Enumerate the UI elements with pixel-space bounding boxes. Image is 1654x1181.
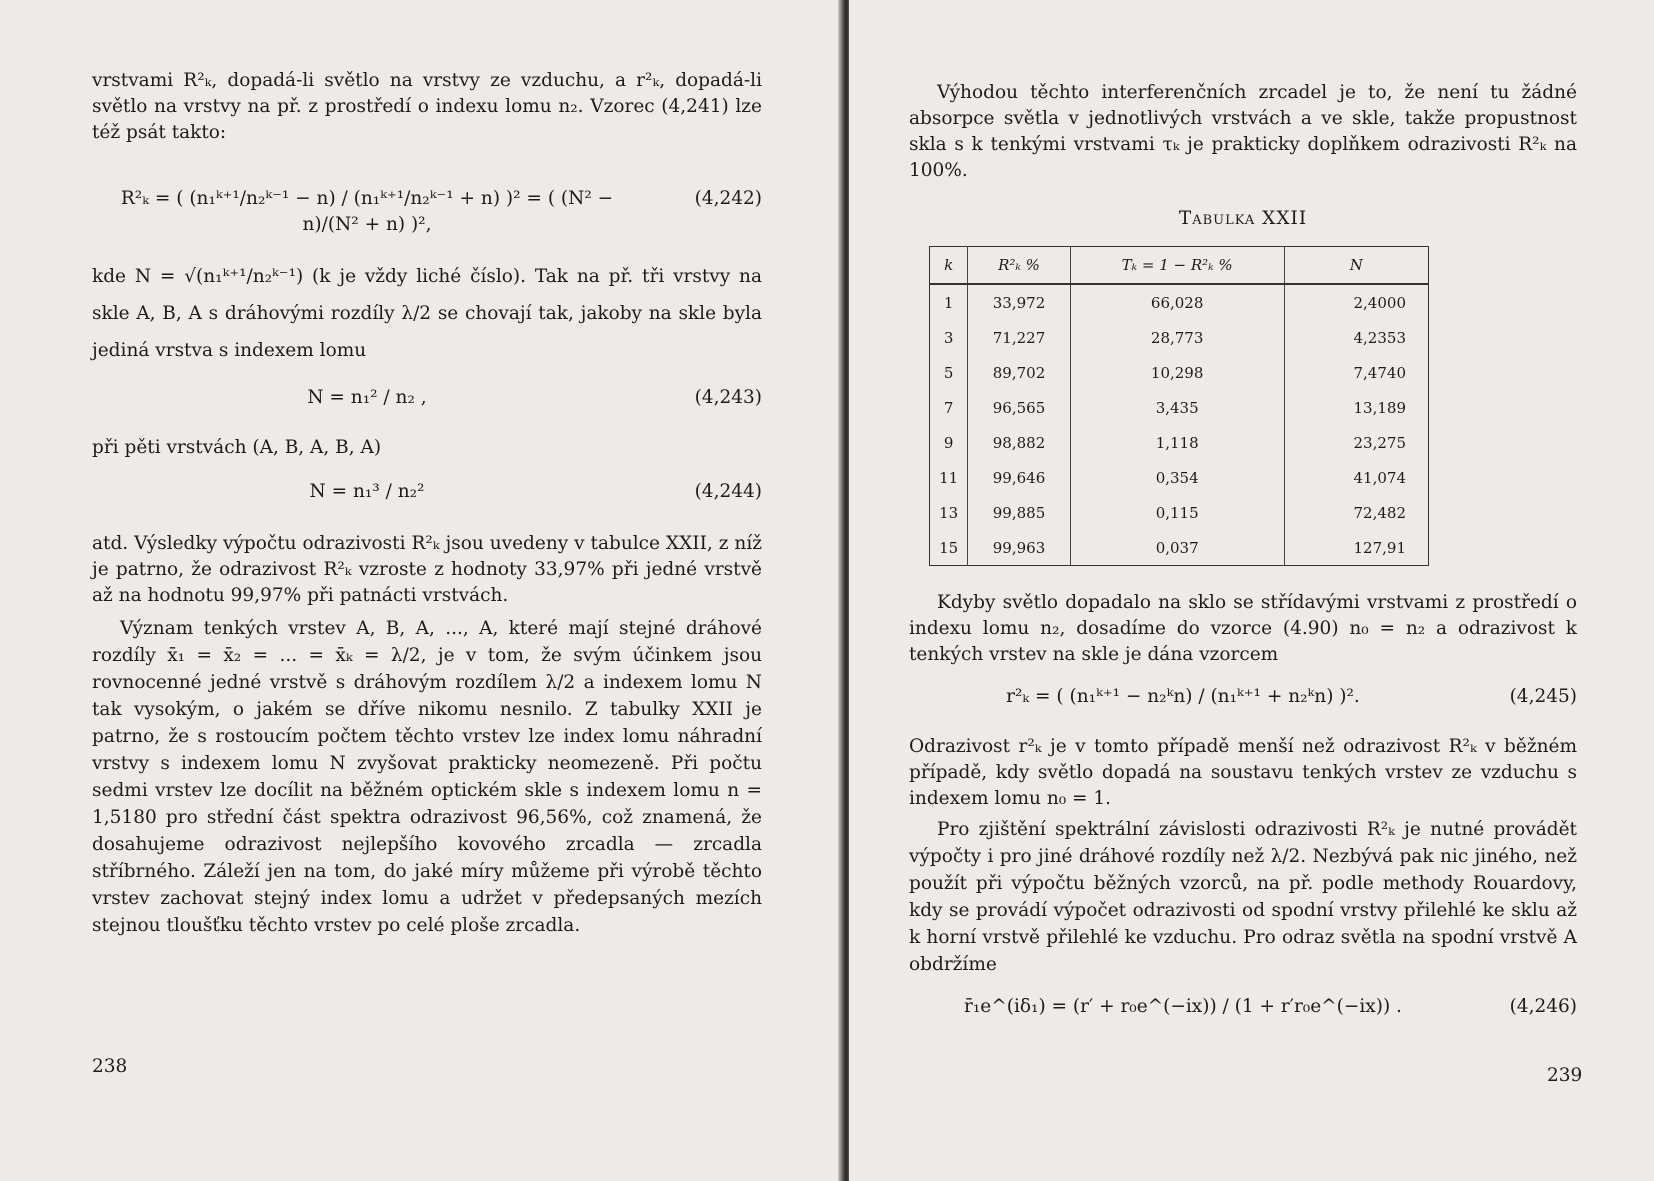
table-header-row: [930, 247, 1429, 285]
table-cell: 11: [939, 468, 959, 487]
table-cell: 2,4000: [1284, 284, 1428, 320]
equation-4242: R²ₖ = ( (n₁ᵏ⁺¹/n₂ᵏ⁻¹ − n) / (n₁ᵏ⁺¹/n₂ᵏ⁻¹ + n) )² = ( (N² − n)/(N² + n) )², (4,242): [120, 188, 762, 235]
table-cell: 1: [943, 293, 954, 312]
table-row: [930, 425, 1429, 460]
table-cell: 127,91: [1284, 530, 1428, 566]
table-cell: 98,882: [968, 425, 1070, 460]
table-cell: 96,565: [968, 390, 1070, 425]
equation-4243: N = n₁² / n₂ , (4,243): [307, 387, 762, 408]
table-cell: 0,115: [1070, 495, 1284, 530]
table-cell: 5: [943, 363, 954, 382]
paragraph: Význam tenkých vrstev A, B, A, ..., A, které mají stejné dráhové rozdíly x̄₁ = x̄₂ = ... = x̄ₖ = λ/2, je v tom, že svým účinkem jsou rovnocenné jedné vrstvě s dráhovým rozdílem λ/2 a indexem lomu N tak vysokým, o jakém se dříve nikomu nesnilo. Z tabulky XXII je patrno, že s rostoucím počtem těchto vrstev lze index lomu náhradní vrstvy s indexem lomu N zvyšovat prakticky neomezeně. Při počtu sedmi vrstev lze docílit na běžném optickém skle s indexem lomu n = 1,5180 pro střední část spektra odrazivost 96,56%, což znamená, že dosahujeme odrazivost nejlepšího kovového zrcadla — zrcadla stříbrného. Záleží jen na tom, do jaké míry můžeme při výrobě těchto vrstev zachovat stejný index lomu a udržet v předepsaných mezích stejnou tloušťku těchto vrstev po celé ploše zrcadla.: [92, 618, 762, 936]
table-cell: 1,118: [1070, 425, 1284, 460]
table-row: [930, 320, 1429, 355]
left-text-column: [92, 68, 762, 939]
table-cell: 66,028: [1070, 284, 1284, 320]
table-cell: 7,4740: [1284, 355, 1428, 390]
paragraph: vrstvami R²ₖ, dopadá-li světlo na vrstvy ze vzduchu, a r²ₖ, dopadá-li světlo na vrstvy na př. z prostředí o indexu lomu n₂. Vzorec (4,241) lze též psát takto:: [92, 70, 762, 143]
table-cell: 3,435: [1070, 390, 1284, 425]
table-row: [930, 495, 1429, 530]
table-cell: 41,074: [1284, 460, 1428, 495]
table-cell: 99,885: [968, 495, 1070, 530]
table-cell: 15: [939, 538, 959, 557]
table-cell: 0,354: [1070, 460, 1284, 495]
table-cell: 89,702: [968, 355, 1070, 390]
table-row: [930, 390, 1429, 425]
table-header-cell: k: [930, 247, 968, 285]
table-cell: 7: [943, 398, 954, 417]
right-text-column: [909, 80, 1577, 1044]
table-cell: 28,773: [1070, 320, 1284, 355]
table-cell: 4,2353: [1284, 320, 1428, 355]
page-number: 238: [92, 1056, 128, 1077]
paragraph: Pro zjištění spektrální závislosti odrazivosti R²ₖ je nutné provádět výpočty i pro jiné dráhové rozdíly než λ/2. Nezbývá pak nic jiného, než použít při výpočtu běžných vzorců, na př. podle methody Rouardovy, kdy se provádí výpočet odrazivosti od spodní vrstvy přilehlé ke sklu až k horní vrstvě přilehlé ke vzduchu. Pro odraz světla na spodní vrstvě A obdržíme: [909, 819, 1577, 975]
table-caption: Tabulka XXII: [1178, 208, 1308, 229]
table-row: [930, 530, 1429, 566]
paragraph: atd. Výsledky výpočtu odrazivosti R²ₖ jsou uvedeny v tabulce XXII, z níž je patrno, že odrazivost R²ₖ vzroste z hodnoty 33,97% při jedné vrstvě až na hodnotu 99,97% při patnácti vrstvách.: [92, 533, 762, 606]
paragraph: Výhodou těchto interferenčních zrcadel je to, že není tu žádné absorpce světla v jednotlivých vrstvách a ve skle, takže propustnost skla s k tenkými vrstvami τₖ je prakticky doplňkem odrazivosti R²ₖ na 100%.: [909, 82, 1577, 181]
data-table: [929, 246, 1429, 566]
table-cell: 0,037: [1070, 530, 1284, 566]
table-cell: 23,275: [1284, 425, 1428, 460]
table-header-cell: Tₖ = 1 − R²ₖ %: [1070, 247, 1284, 285]
table-header-cell: R²ₖ %: [968, 247, 1070, 285]
equation-4246: r̄₁e^(iδ₁) = (r′ + r₀e^(−ix)) / (1 + r′r₀e^(−ix)) . (4,246): [964, 996, 1577, 1017]
table-cell: 71,227: [968, 320, 1070, 355]
table-cell: 9: [943, 433, 954, 452]
table-body: [930, 284, 1429, 566]
table-row: [930, 460, 1429, 495]
paragraph: kde N = √(n₁ᵏ⁺¹/n₂ᵏ⁻¹) (k je vždy liché číslo). Tak na př. tři vrstvy na skle A, B, A s dráhovými rozdíly λ/2 se chovají tak, jakoby na skle byla jediná vrstva s indexem lomu: [92, 266, 762, 361]
table-cell: 3: [943, 328, 954, 347]
equation-4244: N = n₁³ / n₂² (4,244): [309, 481, 762, 502]
table-header-cell: N: [1284, 247, 1428, 285]
paragraph: Kdyby světlo dopadalo na sklo se střídavými vrstvami z prostředí o indexu lomu n₂, dosadíme do vzorce (4.90) n₀ = n₂ a odrazivost k tenkých vrstev na skle je dána vzorcem: [909, 592, 1577, 665]
table-cell: 13,189: [1284, 390, 1428, 425]
equation-4245: r²ₖ = ( (n₁ᵏ⁺¹ − n₂ᵏn) / (n₁ᵏ⁺¹ + n₂ᵏn) )². (4,245): [1006, 686, 1577, 707]
paragraph: Odrazivost r²ₖ je v tomto případě menší než odrazivost R²ₖ v běžném případě, kdy světlo dopadá na soustavu tenkých vrstev ze vzduchu s indexem lomu n₀ = 1.: [909, 736, 1577, 809]
table-row: [930, 284, 1429, 320]
page-number: 239: [1547, 1065, 1583, 1086]
table-cell: 99,963: [968, 530, 1070, 566]
paragraph: při pěti vrstvách (A, B, A, B, A): [92, 437, 382, 458]
right-page: [849, 0, 1654, 1181]
table-row: [930, 355, 1429, 390]
table-cell: 72,482: [1284, 495, 1428, 530]
table-cell: 33,972: [968, 284, 1070, 320]
table-cell: 10,298: [1070, 355, 1284, 390]
table-cell: 13: [939, 503, 959, 522]
table-cell: 99,646: [968, 460, 1070, 495]
